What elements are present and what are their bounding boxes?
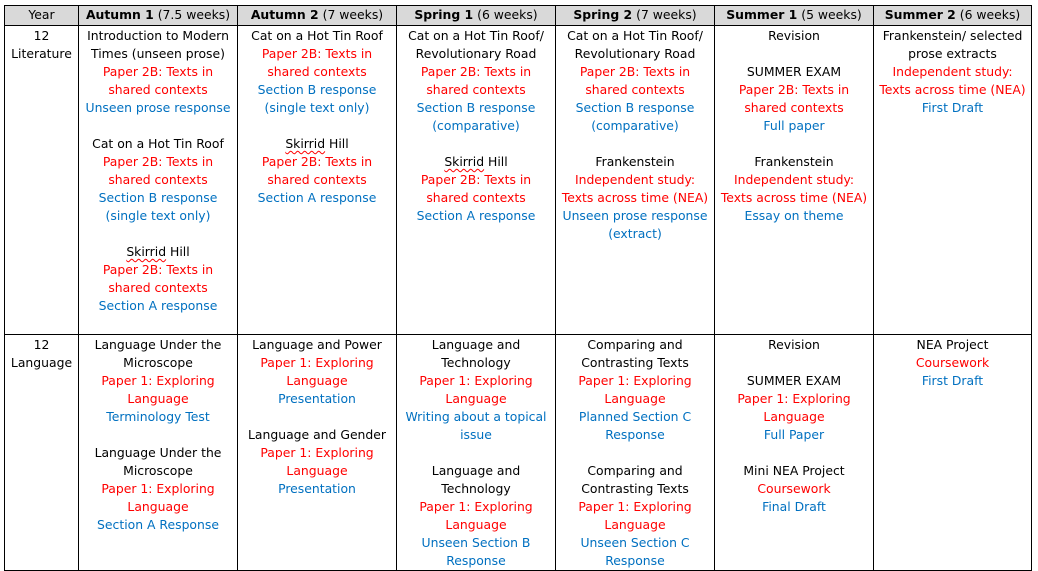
line-spacer — [401, 135, 551, 153]
topic-line: Comparing and — [587, 463, 683, 478]
topic-line: NEA Project — [916, 337, 989, 352]
topic-line: Skirrid Hill — [285, 136, 349, 151]
term-cell — [397, 335, 556, 571]
paper-line: Independent study: — [574, 172, 696, 187]
paper-line: Paper 2B: Texts in — [420, 64, 532, 79]
assessment-line: Full Paper — [763, 427, 825, 442]
topic-line: Cat on a Hot Tin Roof/ — [408, 28, 544, 43]
term-name: Summer 1 — [726, 7, 798, 22]
assessment-line: Final Draft — [762, 499, 826, 514]
curriculum-table — [4, 5, 1032, 571]
assessment-line: Unseen Section B — [421, 535, 531, 550]
assessment-line: Response — [446, 553, 506, 568]
term-cell — [715, 26, 874, 335]
assessment-line: Section B response — [575, 100, 695, 115]
topic-line: Introduction to Modern — [87, 28, 229, 43]
paper-line: Language — [127, 499, 189, 514]
paper-line: Paper 2B: Texts in — [738, 82, 850, 97]
row-language — [5, 335, 1032, 571]
paper-line: Paper 1: Exploring — [260, 445, 374, 460]
topic-line: Frankenstein — [595, 154, 675, 169]
paper-line: Language — [445, 517, 507, 532]
assessment-line: (extract) — [608, 226, 662, 241]
paper-line: Paper 2B: Texts in — [261, 154, 373, 169]
paper-line: Coursework — [915, 355, 990, 370]
line-spacer — [719, 45, 869, 63]
year-cell — [5, 335, 79, 571]
paper-line: Paper 2B: Texts in — [261, 46, 373, 61]
paper-line: Paper 1: Exploring — [419, 373, 533, 388]
header-term-summer-1 — [715, 6, 874, 26]
assessment-line: Unseen Section C — [580, 535, 690, 550]
assessment-line: (single text only) — [264, 100, 370, 115]
paper-line: shared contexts — [108, 172, 208, 187]
subject-name: Language — [10, 355, 73, 370]
paper-line: Language — [763, 409, 825, 424]
topic-line: Revolutionary Road — [415, 46, 537, 61]
header-term-summer-2 — [874, 6, 1032, 26]
line-spacer — [242, 408, 392, 426]
spelling-flag: Skirrid — [444, 154, 485, 169]
paper-line: Texts across time (NEA) — [561, 190, 709, 205]
topic-line: SUMMER EXAM — [746, 373, 842, 388]
term-cell — [874, 26, 1032, 335]
assessment-line: Section A response — [416, 208, 536, 223]
assessment-line: Writing about a topical — [405, 409, 547, 424]
term-cell — [397, 26, 556, 335]
subject-name: Literature — [11, 46, 72, 61]
assessment-line: Response — [605, 427, 665, 442]
term-name: Autumn 1 — [85, 7, 154, 22]
topic-line: SUMMER EXAM — [746, 64, 842, 79]
paper-line: shared contexts — [267, 64, 367, 79]
term-name: Autumn 2 — [250, 7, 319, 22]
header-term-autumn-2 — [238, 6, 397, 26]
assessment-line: Section B response — [257, 82, 377, 97]
paper-line: Language — [286, 373, 348, 388]
term-cell — [556, 335, 715, 571]
year-number: 12 — [33, 28, 50, 43]
row-literature — [5, 26, 1032, 335]
line-spacer — [719, 135, 869, 153]
paper-line: Language — [127, 391, 189, 406]
topic-line: Language Under the — [94, 445, 222, 460]
paper-line: Language — [445, 391, 507, 406]
paper-line: Paper 2B: Texts in — [102, 262, 214, 277]
paper-line: Paper 2B: Texts in — [420, 172, 532, 187]
term-cell — [238, 335, 397, 571]
paper-line: shared contexts — [744, 100, 844, 115]
term-name: Spring 1 — [414, 7, 474, 22]
assessment-line: (single text only) — [105, 208, 211, 223]
assessment-line: Unseen prose response — [85, 100, 231, 115]
paper-line: shared contexts — [108, 82, 208, 97]
term-cell — [79, 335, 238, 571]
paper-line: shared contexts — [426, 190, 526, 205]
assessment-line: Response — [605, 553, 665, 568]
term-cell — [556, 26, 715, 335]
assessment-line: First Draft — [921, 373, 984, 388]
assessment-line: Terminology Test — [106, 409, 210, 424]
assessment-line: Presentation — [278, 481, 356, 496]
topic-line: Revision — [768, 28, 820, 43]
term-cell — [238, 26, 397, 335]
spelling-flag: Skirrid — [285, 136, 326, 151]
paper-line: Paper 2B: Texts in — [102, 64, 214, 79]
topic-line: Cat on a Hot Tin Roof/ — [567, 28, 703, 43]
paper-line: Language — [286, 463, 348, 478]
header-row — [5, 6, 1032, 26]
header-term-spring-2 — [556, 6, 715, 26]
assessment-line: (comparative) — [591, 118, 679, 133]
assessment-line: Section B response — [416, 100, 536, 115]
term-name: Summer 2 — [884, 7, 956, 22]
line-spacer — [719, 354, 869, 372]
header-term-autumn-1 — [79, 6, 238, 26]
term-cell — [79, 26, 238, 335]
line-spacer — [83, 426, 233, 444]
topic-line: Language and Power — [252, 337, 382, 352]
topic-line: Contrasting Texts — [581, 355, 689, 370]
paper-line: Language — [604, 517, 666, 532]
topic-line: Skirrid Hill — [126, 244, 190, 259]
paper-line: Paper 1: Exploring — [419, 499, 533, 514]
topic-line: Times (unseen prose) — [91, 46, 225, 61]
line-spacer — [560, 444, 710, 462]
assessment-line: Section B response — [98, 190, 218, 205]
assessment-line: (comparative) — [432, 118, 520, 133]
term-weeks: (6 weeks) — [959, 7, 1021, 22]
topic-line: Cat on a Hot Tin Roof — [251, 28, 383, 43]
paper-line: Language — [604, 391, 666, 406]
paper-line: Independent study: — [733, 172, 855, 187]
term-weeks: (7 weeks) — [322, 7, 384, 22]
paper-line: Paper 2B: Texts in — [579, 64, 691, 79]
term-weeks: (5 weeks) — [801, 7, 862, 22]
topic-line: Language and — [431, 337, 521, 352]
topic-line: Microscope — [123, 463, 193, 478]
term-weeks: (7 weeks) — [636, 7, 697, 22]
term-cell — [874, 335, 1032, 571]
paper-line: shared contexts — [108, 280, 208, 295]
topic-line: Revision — [768, 337, 820, 352]
year-number: 12 — [33, 337, 50, 352]
paper-line: shared contexts — [426, 82, 526, 97]
paper-line: Texts across time (NEA) — [720, 190, 868, 205]
paper-line: Coursework — [757, 481, 831, 496]
topic-line: Technology — [441, 481, 511, 496]
paper-line: Paper 1: Exploring — [578, 499, 692, 514]
assessment-line: Section A response — [257, 190, 377, 205]
line-spacer — [560, 135, 710, 153]
topic-line: Cat on a Hot Tin Roof — [92, 136, 224, 151]
assessment-line: issue — [460, 427, 492, 442]
assessment-line: Presentation — [278, 391, 356, 406]
line-spacer — [242, 117, 392, 135]
header-year — [5, 6, 79, 26]
paper-line: Texts across time (NEA) — [879, 82, 1026, 97]
paper-line: Paper 1: Exploring — [737, 391, 851, 406]
assessment-line: Planned Section C — [578, 409, 692, 424]
topic-line: Skirrid Hill — [444, 154, 508, 169]
line-spacer — [83, 117, 233, 135]
year-cell — [5, 26, 79, 335]
term-weeks: (7.5 weeks) — [157, 7, 231, 22]
paper-line: Paper 1: Exploring — [578, 373, 692, 388]
term-weeks: (6 weeks) — [477, 7, 538, 22]
assessment-line: Section A response — [98, 298, 218, 313]
line-spacer — [83, 225, 233, 243]
paper-line: Paper 1: Exploring — [260, 355, 374, 370]
term-cell — [715, 335, 874, 571]
term-name: Spring 2 — [573, 7, 633, 22]
assessment-line: Essay on theme — [744, 208, 844, 223]
topic-line: Language and Gender — [248, 427, 386, 442]
topic-line: Contrasting Texts — [581, 481, 689, 496]
topic-line: Mini NEA Project — [743, 463, 845, 478]
paper-line: shared contexts — [267, 172, 367, 187]
topic-line: Technology — [441, 355, 511, 370]
header-year-label: Year — [28, 7, 55, 22]
topic-line: Comparing and — [587, 337, 683, 352]
assessment-line: Full paper — [763, 118, 825, 133]
assessment-line: Unseen prose response — [562, 208, 708, 223]
topic-line: prose extracts — [908, 46, 997, 61]
line-spacer — [719, 444, 869, 462]
header-term-spring-1 — [397, 6, 556, 26]
paper-line: Paper 2B: Texts in — [102, 154, 214, 169]
topic-line: Microscope — [123, 355, 193, 370]
assessment-line: Section A Response — [97, 517, 219, 532]
topic-line: Revolutionary Road — [574, 46, 696, 61]
paper-line: Paper 1: Exploring — [101, 373, 215, 388]
topic-line: Frankenstein — [754, 154, 834, 169]
assessment-line: First Draft — [921, 100, 984, 115]
topic-line: Language Under the — [94, 337, 222, 352]
paper-line: Independent study: — [892, 64, 1013, 79]
paper-line: Paper 1: Exploring — [101, 481, 215, 496]
topic-line: Frankenstein/ selected — [882, 28, 1023, 43]
paper-line: shared contexts — [585, 82, 685, 97]
spelling-flag: Skirrid — [126, 244, 167, 259]
topic-line: Language and — [431, 463, 521, 478]
line-spacer — [401, 444, 551, 462]
